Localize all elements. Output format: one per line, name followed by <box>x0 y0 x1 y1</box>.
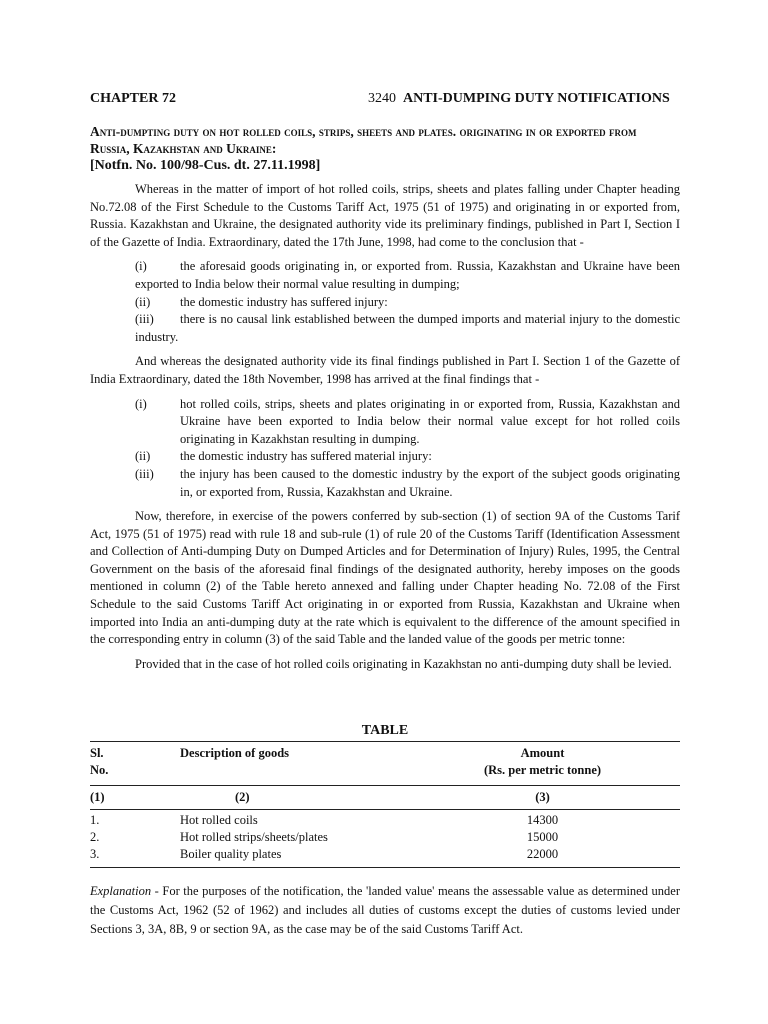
col-header-amount <box>430 745 655 779</box>
col-header-sl <box>90 745 108 779</box>
title-line-2: Russia, Kazakhstan and Ukraine: <box>90 141 277 156</box>
final-findings-list <box>135 396 680 502</box>
col-header-description: Description of goods <box>180 746 290 760</box>
notification-title <box>90 123 680 157</box>
row-3-amount: 22000 <box>526 847 559 861</box>
col-number-1: (1) <box>90 790 105 804</box>
table-rule-bottom <box>90 867 680 868</box>
explanation-paragraph <box>90 882 680 939</box>
list-item-text: the domestic industry has suffered material injury: <box>180 449 432 464</box>
row-2-sl: 2. <box>90 830 100 844</box>
paragraph-operative: Now, therefore, in exercise of the powers conferred by sub-section (1) of section 9A of the Customs Tarif Act, 1975 (51 of 1975) read with rule 18 and sub-rule (1) of rule 20 of the Customs Tariff (Identification Assessment and Collection of Anti-dumping Duty on Dumped Articles and for Determination of Injury) Rules, 1995, the Central Government on the basis of the aforesaid final findings of the designated authority, hereby imposes on the goods mentioned in column (2) of the Table hereto annexed and falling under Chapter heading No. 72.08 of the First Schedule to the said Customs Tariff Act originating in or exported from Russia, Kazakhstan and Ukraine when imported into India an anti-dumping duty at the rate which is equivalent to the difference of the amount specified in the corresponding entry in column (3) of the said Table and the landed value of the goods per metric tonne: <box>90 509 680 647</box>
col-number-2: (2) <box>235 790 250 804</box>
list-item <box>135 466 680 501</box>
list-item-text: the aforesaid goods originating in, or exported from. Russia, Kazakhstan and Ukraine have been exported to India below their normal value resulting in dumping; <box>135 259 680 291</box>
list-item-text: there is no causal link established between the dumped imports and material injury to the domestic industry. <box>135 312 680 344</box>
page-number: 3240 <box>368 91 396 106</box>
row-2-description: Hot rolled strips/sheets/plates <box>180 830 328 844</box>
row-3-sl: 3. <box>90 847 100 861</box>
running-header <box>90 91 680 109</box>
list-item-number: (i) <box>135 396 147 411</box>
notification-number: [Notfn. No. 100/98-Cus. dt. 27.11.1998] <box>90 158 321 173</box>
table-title: TABLE <box>361 723 409 738</box>
table-rule-top <box>90 741 680 742</box>
list-item-text: hot rolled coils, strips, sheets and plates originating in or exported from, Russia, Kazakhstan and Ukraine have been exported to India below their normal value except for hot rolled coils originating in Kazakhstan resulting in dumping. <box>180 396 680 446</box>
col-header-sl-line1: Sl. <box>90 746 104 760</box>
list-item <box>135 258 680 293</box>
col-header-amount-line1: Amount <box>520 746 565 760</box>
list-item <box>135 448 680 466</box>
list-item-number: (iii) <box>135 466 154 481</box>
header-right <box>368 91 670 107</box>
notification-heading <box>90 123 680 174</box>
list-item <box>135 396 680 449</box>
table-rule-header <box>90 785 680 786</box>
section-title: ANTI-DUMPING DUTY NOTIFICATIONS <box>403 91 670 106</box>
col-header-sl-line2: No. <box>90 763 109 777</box>
list-item-number: (iii) <box>135 312 154 327</box>
row-1-description: Hot rolled coils <box>180 813 258 827</box>
chapter-label: CHAPTER 72 <box>90 91 176 106</box>
notification-body <box>90 181 680 680</box>
list-item-number: (ii) <box>135 449 151 464</box>
list-item <box>135 294 680 312</box>
preliminary-findings-list <box>90 258 680 346</box>
table-rule-colnums <box>90 809 680 810</box>
row-3-description: Boiler quality plates <box>180 847 282 861</box>
paragraph-preliminary-findings: Whereas in the matter of import of hot rolled coils, strips, sheets and plates falling under Chapter heading No.72.08 of the First Schedule to the Customs Tariff Act, 1975 (51 of 1975) and originating in or exported from, Russia. Kazakhstan and Ukraine, the designated authority vide its preliminary findings, published in Part I, Section I of the Gazette of India. Extraordinary, dated the 17th June, 1998, had come to the conclusion that - <box>90 182 680 249</box>
paragraph-proviso: Provided that in the case of hot rolled coils originating in Kazakhstan no anti-dumping duty shall be levied. <box>135 656 672 671</box>
col-number-3: (3) <box>535 790 550 804</box>
title-line-1: Anti-dumpting duty on hot rolled coils, strips, sheets and plates. originating in or exported from <box>90 124 637 139</box>
explanation-lead: Explanation <box>90 884 152 898</box>
explanation-text: - For the purposes of the notification, the 'landed value' means the assessable value as determined under the Customs Act, 1962 (52 of 1962) and includes all duties of customs except the duties of customs levied under Sections 3, 3A, 8B, 9 or section 9A, as the case may be of the said Customs Tariff Act. <box>90 884 680 936</box>
list-item-text: the domestic industry has suffered injury: <box>180 294 388 309</box>
list-item-number: (i) <box>135 259 147 274</box>
row-1-amount: 14300 <box>526 813 559 827</box>
row-2-amount: 15000 <box>526 830 559 844</box>
paragraph-final-findings: And whereas the designated authority vide its final findings published in Part I. Section 1 of the Gazette of India Extraordinary, dated the 18th November, 1998 has arrived at the final findings that - <box>90 354 680 386</box>
list-item <box>135 311 680 346</box>
row-1-sl: 1. <box>90 813 100 827</box>
list-item-number: (ii) <box>135 294 151 309</box>
list-item-text: the injury has been caused to the domestic industry by the export of the subject goods originating in, or exported from, Russia, Kazakhstan and Ukraine. <box>180 466 680 499</box>
col-header-amount-line2: (Rs. per metric tonne) <box>483 763 602 777</box>
